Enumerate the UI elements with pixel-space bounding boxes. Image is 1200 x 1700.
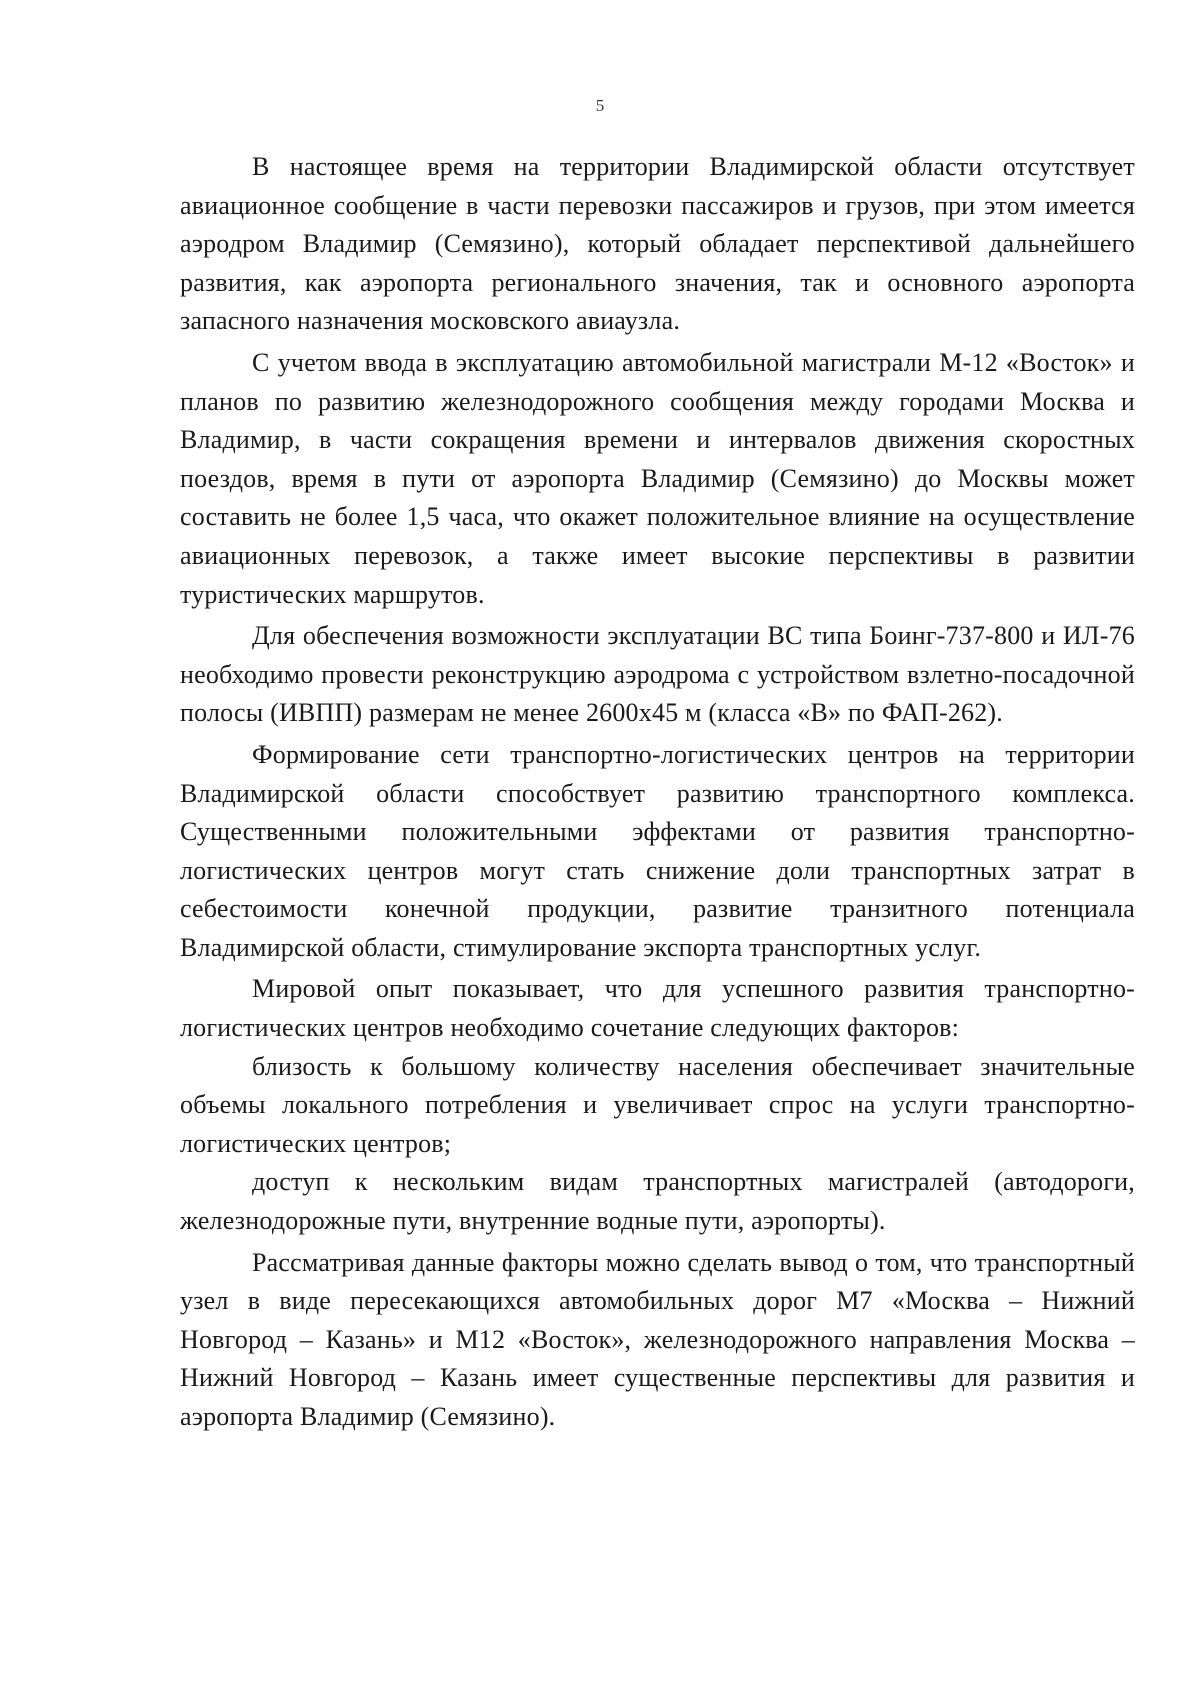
paragraph-logistics-centers: Формирование сети транспортно-логистических центров на территории Владимирской области способствует развитию транспортного комплекса. Существенными положительными эффектами от развития транспортно-логистических центров могут стать снижение доли транспортных затрат в себестоимости конечной продукции, развитие транзитного потенциала Владимирской области, стимулирование экспорта транспортных услуг. [180, 739, 1135, 962]
paragraph-conclusion: Рассматривая данные факторы можно сделать вывод о том, что транспортный узел в виде пересекающихся автомобильных дорог М7 «Москва – Нижний Новгород – Казань» и М12 «Восток», железнодорожного направления Москва – Нижний Новгород – Казань имеет существенные перспективы для развития и аэропорта Владимир (Семязино). [180, 1247, 1135, 1431]
paragraph-factor-transport-access: доступ к нескольким видам транспортных магистралей (автодороги, железнодорожные пути, внутренние водные пути, аэропорты). [180, 1167, 1135, 1236]
paragraph-airport-current-state: В настоящее время на территории Владимирской области отсутствует авиационное сообщение в части перевозки пассажиров и грузов, при этом имеется аэродром Владимир (Семязино), который обладает перспективой дальнейшего развития, как аэропорта регионального значения, так и основного аэропорта запасного назначения московского авиаузла. [180, 152, 1135, 336]
document-body [180, 148, 1135, 1437]
paragraph-runway-reconstruction: Для обеспечения возможности эксплуатации ВС типа Боинг-737-800 и ИЛ-76 необходимо провести реконструкцию аэродрома с устройством взлетно-посадочной полосы (ИВПП) размерам не менее 2600х45 м (класса «В» по ФАП-262). [180, 621, 1135, 728]
paragraph-factor-population: близость к большому количеству населения обеспечивает значительные объемы локального потребления и увеличивает спрос на услуги транспортно-логистических центров; [180, 1051, 1135, 1158]
paragraph-world-experience: Мировой опыт показывает, что для успешного развития транспортно-логистических центров необходимо сочетание следующих факторов: [180, 974, 1135, 1043]
paragraph-m12-railway-prospects: С учетом ввода в эксплуатацию автомобильной магистрали М-12 «Восток» и планов по развитию железнодорожного сообщения между городами Москва и Владимир, в части сокращения времени и интервалов движения скоростных поездов, время в пути от аэропорта Владимир (Семязино) до Москвы может составить не более 1,5 часа, что окажет положительное влияние на осуществление авиационных перевозок, а также имеет высокие перспективы в развитии туристических маршрутов. [180, 347, 1135, 609]
page-number: 5 [595, 96, 605, 115]
